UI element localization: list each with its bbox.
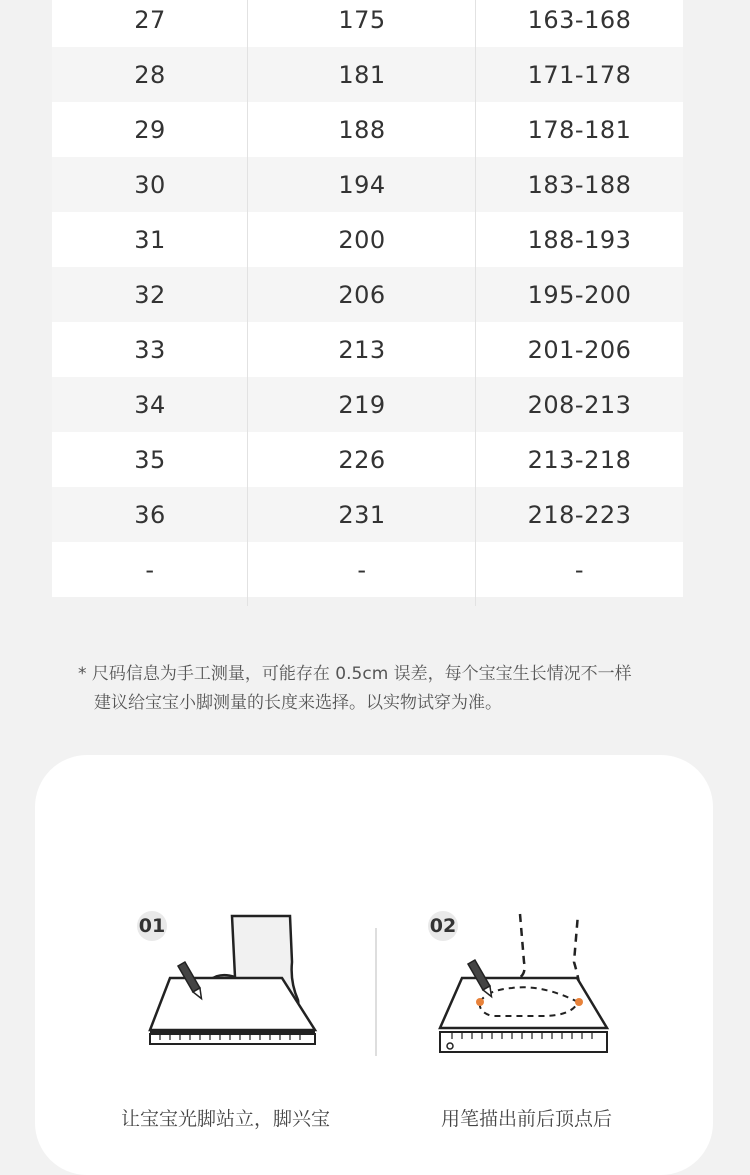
front-point-dot bbox=[476, 998, 484, 1006]
step-caption: 用笔描出前后顶点后 bbox=[441, 1108, 613, 1130]
table-cell: 35 bbox=[134, 445, 166, 474]
table-cell: 213-218 bbox=[527, 445, 632, 474]
column-divider bbox=[475, 0, 476, 606]
table-cell: 183-188 bbox=[527, 170, 632, 199]
table-cell: 194 bbox=[338, 170, 386, 199]
table-cell: - bbox=[357, 555, 367, 584]
table-row bbox=[52, 432, 683, 487]
table-cell: 32 bbox=[134, 280, 166, 309]
table-row bbox=[52, 0, 683, 47]
size-table bbox=[52, 0, 683, 594]
column-divider bbox=[247, 0, 248, 606]
table-row bbox=[52, 47, 683, 102]
table-cell: 30 bbox=[134, 170, 166, 199]
table-row bbox=[52, 267, 683, 322]
note-line-2: 建议给宝宝小脚测量的长度来选择。以实物试穿为准。 bbox=[94, 693, 502, 713]
table-cell: 29 bbox=[134, 115, 166, 144]
table-cell: 231 bbox=[338, 500, 386, 529]
table-cell: 175 bbox=[338, 5, 386, 34]
table-row bbox=[52, 377, 683, 432]
table-cell: 206 bbox=[338, 280, 386, 309]
step-caption: 让宝宝光脚站立，脚兴宝 bbox=[121, 1108, 331, 1130]
step-number: 01 bbox=[138, 915, 166, 937]
steps-divider bbox=[375, 928, 377, 1056]
table-cell: 201-206 bbox=[527, 335, 632, 364]
table-cell: 188-193 bbox=[527, 225, 632, 254]
table-cell: - bbox=[574, 555, 585, 584]
table-cell: 36 bbox=[134, 500, 166, 529]
table-cell: 27 bbox=[134, 5, 166, 34]
foot-outline-illustration bbox=[429, 912, 617, 1057]
table-cell: 195-200 bbox=[527, 280, 632, 309]
table-cell: 213 bbox=[338, 335, 386, 364]
table-cell: 163-168 bbox=[527, 5, 632, 34]
table-row bbox=[52, 157, 683, 212]
table-cell: 178-181 bbox=[527, 115, 632, 144]
table-cell: 171-178 bbox=[527, 60, 632, 89]
table-cell: - bbox=[145, 555, 155, 584]
table-row bbox=[52, 542, 683, 597]
table-cell: 31 bbox=[134, 225, 166, 254]
table-row bbox=[52, 212, 683, 267]
table-cell: 226 bbox=[338, 445, 386, 474]
table-cell: 181 bbox=[338, 60, 386, 89]
table-cell: 28 bbox=[134, 60, 166, 89]
measurement-note bbox=[78, 660, 632, 718]
table-cell: 34 bbox=[134, 390, 166, 419]
table-row bbox=[52, 322, 683, 377]
table-row bbox=[52, 102, 683, 157]
table-cell: 219 bbox=[338, 390, 386, 419]
step-number: 02 bbox=[429, 915, 457, 937]
table-cell: 208-213 bbox=[527, 390, 632, 419]
note-line-1: * 尺码信息为手工测量，可能存在 0.5cm 误差，每个宝宝生长情况不一样 bbox=[78, 664, 632, 684]
table-cell: 218-223 bbox=[527, 500, 632, 529]
foot-on-ruler-illustration bbox=[140, 912, 325, 1052]
table-cell: 200 bbox=[338, 225, 386, 254]
back-point-dot bbox=[575, 998, 583, 1006]
table-cell: 33 bbox=[134, 335, 166, 364]
table-cell: 188 bbox=[338, 115, 386, 144]
table-row bbox=[52, 487, 683, 542]
